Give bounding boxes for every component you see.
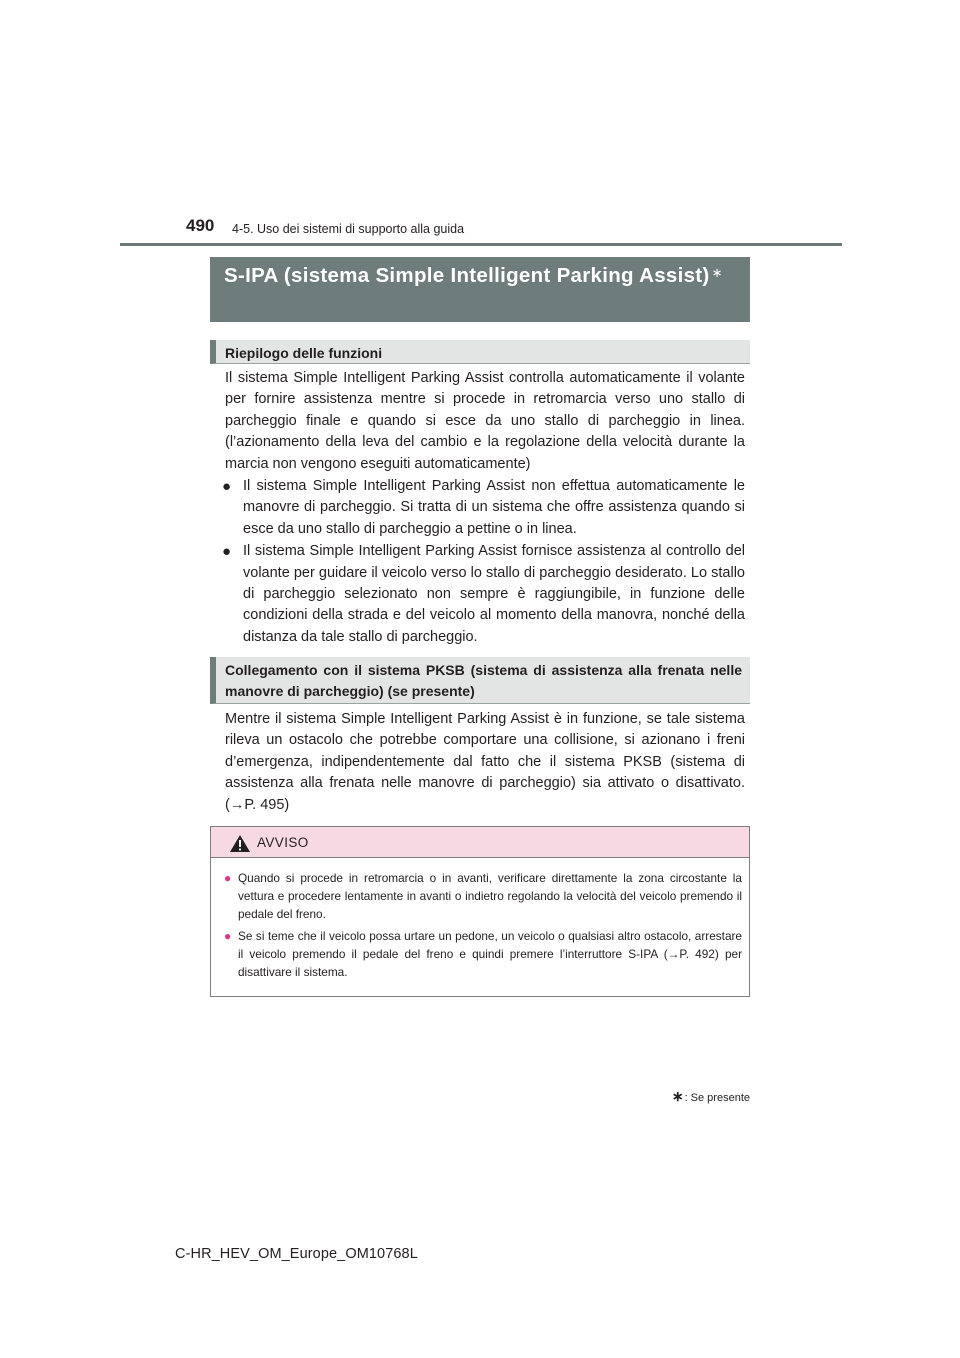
summary-paragraph: Il sistema Simple Intelligent Parking Assist controlla automaticamente il volante per fornire assistenza mentre si procede in retromarcia verso uno stallo di parcheggio finale e quando si esce da uno stallo di parcheggio in linea. (l’azionamento della leva del cambio e la regolazione della velocità durante la marcia non vengono eseguiti automaticamente) — [225, 370, 745, 472]
bullet-icon: ● — [222, 478, 232, 495]
pksb-paragraph: Mentre il sistema Simple Intelligent Parking Assist è in funzione, se tale sistema rileva un ostacolo che potrebbe comportare una collisione, si azionano i freni d’emergenza, indipendentemente dal fatto che il sistema PKSB (sistema di assistenza alla frenata nelle manovre di parcheggio) sia attivato o disattivato. (→P. 495) — [225, 711, 745, 813]
warning-box — [210, 826, 750, 997]
optional-mark: ∗ — [711, 265, 723, 280]
footnote-text: : Se presente — [684, 1092, 750, 1104]
list-item — [224, 869, 742, 923]
footnote — [630, 1088, 750, 1105]
warning-label: AVVISO — [257, 835, 309, 850]
subheading-pksb-link: Collegamento con il sistema PKSB (sistema di assistenza alla frenata nelle manovre di parcheggio) (se presente) — [210, 657, 750, 704]
bullet-icon: ● — [222, 543, 232, 561]
list-item — [224, 927, 742, 981]
warning-list — [211, 858, 749, 981]
warning-triangle-icon — [229, 834, 251, 853]
subheading-function-summary: Riepilogo delle funzioni — [210, 340, 750, 364]
warning-header — [211, 827, 749, 858]
header-rule — [120, 243, 842, 246]
list-item — [222, 476, 745, 540]
list-item-text: Il sistema Simple Intelligent Parking Assist non effettua automaticamente le manovre di parcheggio. Si tratta di un sistema che offre assistenza quando si esce da uno stallo di parcheggio a pettine o in linea. — [243, 478, 745, 537]
chapter-title: 4-5. Uso dei sistemi di supporto alla guida — [232, 222, 465, 236]
footnote-mark: ∗ — [671, 1088, 684, 1104]
list-item-text: Il sistema Simple Intelligent Parking Assist fornisce assistenza al controllo del volante per guidare il veicolo verso lo stallo di parcheggio desiderato. Lo stallo di parcheggio selezionato non sempre è raggiungibile, in funzione delle condizioni della strada e del veicolo al momento della manovra, nonché della distanza da tale stallo di parcheggio. — [243, 543, 745, 645]
list-item — [222, 541, 745, 648]
summary-bullet-list — [222, 476, 745, 649]
list-item-text: Se si teme che il veicolo possa urtare un pedone, un veicolo o qualsiasi altro ostacolo, arrestare il veicolo premendo il pedale del freno e quindi premere l’interruttore S-IPA (→P. 492) per disattivare il sistema. — [238, 929, 742, 979]
list-item-text: Quando si procede in retromarcia o in avanti, verificare direttamente la zona circostante la vettura e procedere lentamente in avanti o indietro regolando la velocità del veicolo premendo il pedale del freno. — [238, 871, 742, 921]
page-number: 490 — [186, 216, 215, 235]
document-code: C-HR_HEV_OM_Europe_OM10768L — [175, 1246, 418, 1262]
section-title-banner — [210, 257, 750, 322]
bullet-icon: ● — [224, 871, 232, 885]
section-title-text: S-IPA (sistema Simple Intelligent Parking Assist) — [224, 264, 710, 287]
bullet-icon: ● — [224, 929, 232, 943]
section-title — [224, 262, 736, 289]
